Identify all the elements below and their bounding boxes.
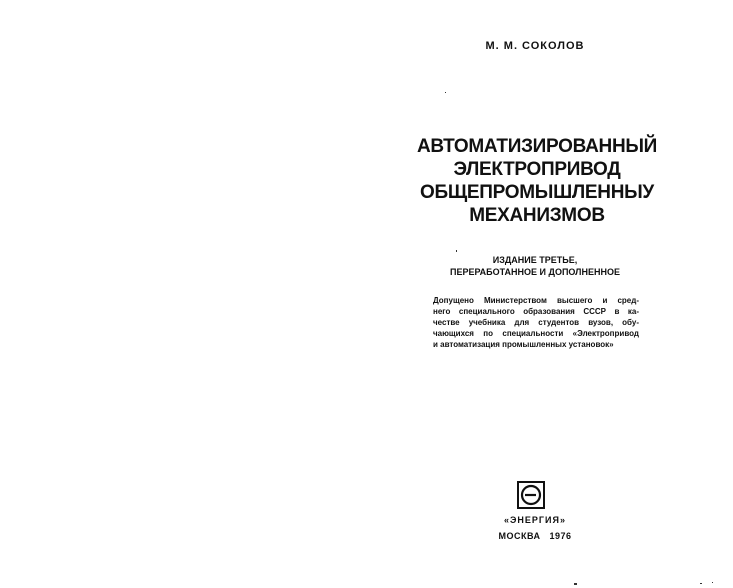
title-line: ОБЩЕПРОМЫШЛЕННЫУ bbox=[420, 182, 654, 203]
energiya-publisher-logo-icon bbox=[517, 481, 545, 509]
imprint-city-year: МОСКВА 1976 bbox=[498, 531, 572, 541]
publisher-name: «ЭНЕРГИЯ» bbox=[504, 515, 566, 525]
approval-statement bbox=[433, 295, 639, 350]
title-line: ЭЛЕКТРОПРИВОД bbox=[453, 159, 621, 180]
approval-line: него специального образования СССР в ка- bbox=[433, 307, 639, 316]
approval-line: чающихся по специальности «Электропривод bbox=[433, 329, 639, 338]
approval-line: и автоматизация промышленных установок» bbox=[433, 340, 614, 349]
author-name: М. М. СОКОЛОВ bbox=[485, 40, 585, 52]
edition-note bbox=[430, 254, 640, 278]
approval-line: Допущено Министерством высшего и сред- bbox=[433, 296, 639, 305]
title-line: МЕХАНИЗМОВ bbox=[469, 205, 605, 226]
approval-line: честве учебника для студентов вузов, обу- bbox=[433, 318, 639, 327]
edition-line: ПЕРЕРАБОТАННОЕ И ДОПОЛНЕННОЕ bbox=[449, 267, 621, 277]
title-line: АВТОМАТИЗИРОВАННЫЙ bbox=[416, 136, 658, 157]
book-title bbox=[412, 135, 662, 227]
edition-line: ИЗДАНИЕ ТРЕТЬЕ, bbox=[492, 255, 578, 265]
